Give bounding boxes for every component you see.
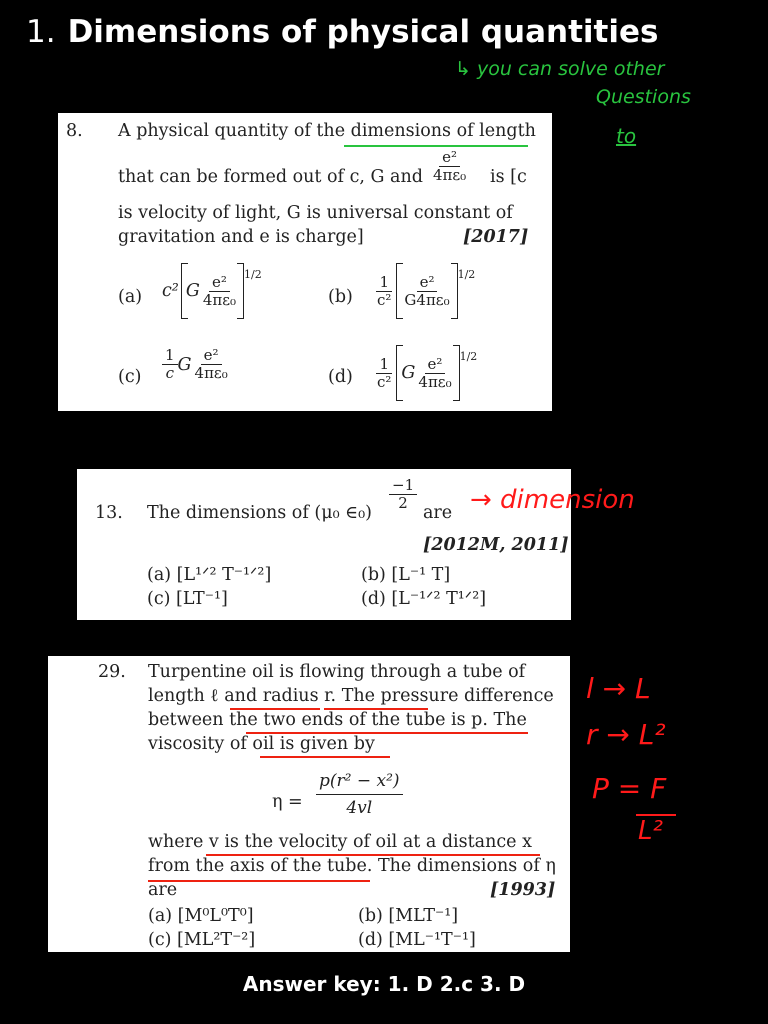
note-p-map: P = F [592, 772, 667, 805]
highlight-underline [324, 708, 428, 710]
option-d: (d) [ML⁻¹T⁻¹] [358, 930, 476, 950]
question-text: Turpentine oil is flowing through a tube of [148, 662, 526, 682]
equation-fraction [316, 768, 403, 821]
option-a: (a) [L¹ᐟ² T⁻¹ᐟ²] [147, 565, 272, 585]
equation-lhs: η = [272, 792, 303, 812]
highlight-underline [344, 145, 528, 147]
section-title: Dimensions of physical quantities [67, 14, 659, 50]
fraction-denominator: 4πε₀ [202, 290, 236, 309]
question-text: is velocity of light, G is universal constant of [118, 203, 513, 223]
fraction-numerator: e² [439, 149, 460, 167]
fraction-numerator: 1 [376, 274, 392, 292]
expr-term: G [401, 363, 416, 383]
question-text: viscosity of oil is given by [148, 734, 375, 754]
note-to: to [616, 124, 637, 148]
expr-term: G [177, 354, 192, 375]
question-text: that can be formed out of c, G and [118, 167, 423, 187]
option-a: (a) [M⁰L⁰T⁰] [148, 906, 254, 926]
option-d: (d) [L⁻¹ᐟ² T¹ᐟ²] [361, 589, 487, 609]
fraction-numerator: 1 [376, 356, 392, 374]
highlight-underline [260, 756, 390, 758]
fraction-numerator: e² [425, 356, 446, 374]
fraction-numerator: e² [417, 274, 438, 292]
section-number: 1. [26, 14, 56, 50]
fraction-numerator: p(r² − x²) [316, 768, 403, 795]
question-number: 29. [98, 662, 126, 682]
fraction-denominator: c [165, 364, 174, 382]
fraction-numerator: e² [209, 274, 230, 292]
question-text: A physical quantity of the dimensions of length [118, 121, 536, 141]
fraction-numerator: 1 [162, 347, 178, 365]
exponent: 1/2 [244, 268, 262, 281]
year-tag: [1993] [490, 880, 556, 900]
question-text: from the axis of the tube. The dimensions of η [148, 856, 556, 876]
option-c-expr [162, 347, 231, 382]
year-tag: [2012M, 2011] [423, 535, 569, 555]
fraction-denominator: c² [377, 290, 392, 309]
highlight-underline [246, 732, 528, 734]
question-text: are [423, 503, 453, 523]
note-questions: Questions [596, 86, 691, 108]
option-a-expr [162, 263, 262, 319]
highlight-underline [230, 708, 320, 710]
fraction-denominator: 4πε₀ [433, 166, 467, 184]
exponent: 1/2 [457, 268, 476, 281]
exponent-fraction [389, 477, 417, 512]
question-number: 13. [95, 503, 123, 523]
option-c: (c) [ML²T⁻²] [148, 930, 256, 950]
fraction-denominator: 4vl [346, 798, 373, 818]
question-number: 8. [66, 121, 83, 141]
question-text: between the two ends of the tube is p. The [148, 710, 527, 730]
option-a-label: (a) [118, 287, 143, 307]
question-text: The dimensions of (μ₀ ∈₀) [147, 503, 372, 523]
expr-term: G [185, 281, 200, 301]
question-text: is [c [490, 167, 527, 187]
option-c-label: (c) [118, 367, 142, 387]
option-b: (b) [MLT⁻¹] [358, 906, 459, 926]
note-p-denominator: L² [638, 816, 663, 846]
fraction-numerator: e² [201, 347, 222, 365]
fraction-denominator: 4πε₀ [194, 364, 228, 382]
option-c: (c) [LT⁻¹] [147, 589, 228, 609]
option-d-label: (d) [328, 367, 353, 387]
question-8-card [58, 113, 552, 411]
highlight-underline [206, 854, 540, 856]
fraction-denominator: 2 [398, 494, 408, 512]
note-dimension: → dimension [470, 485, 635, 515]
option-d-expr [374, 345, 477, 401]
exponent: 1/2 [459, 350, 478, 363]
question-text: are [148, 880, 178, 900]
fraction-numerator: −1 [389, 477, 417, 495]
fraction-denominator: 4πε₀ [418, 372, 452, 391]
option-b: (b) [L⁻¹ T] [361, 565, 451, 585]
fraction-denominator: G4πε₀ [404, 290, 450, 309]
fraction-denominator: c² [377, 372, 392, 391]
note-l-map: l → L [586, 672, 651, 705]
option-b-expr [374, 263, 475, 319]
note-r-map: r → L² [586, 718, 666, 751]
answer-key: Answer key: 1. D 2.c 3. D [242, 972, 526, 996]
expr-term: c² [162, 281, 179, 301]
question-text: where v is the velocity of oil at a distance x [148, 832, 532, 852]
question-29-card [48, 656, 570, 952]
page-title [26, 14, 658, 50]
note-solve-other: ↳ you can solve other [455, 58, 665, 80]
fraction [430, 149, 469, 184]
highlight-underline [148, 880, 370, 882]
question-text: length ℓ and radius r. The pressure difference [148, 686, 554, 706]
year-tag: [2017] [463, 227, 529, 247]
question-text: gravitation and e is charge] [118, 227, 364, 247]
option-b-label: (b) [328, 287, 353, 307]
